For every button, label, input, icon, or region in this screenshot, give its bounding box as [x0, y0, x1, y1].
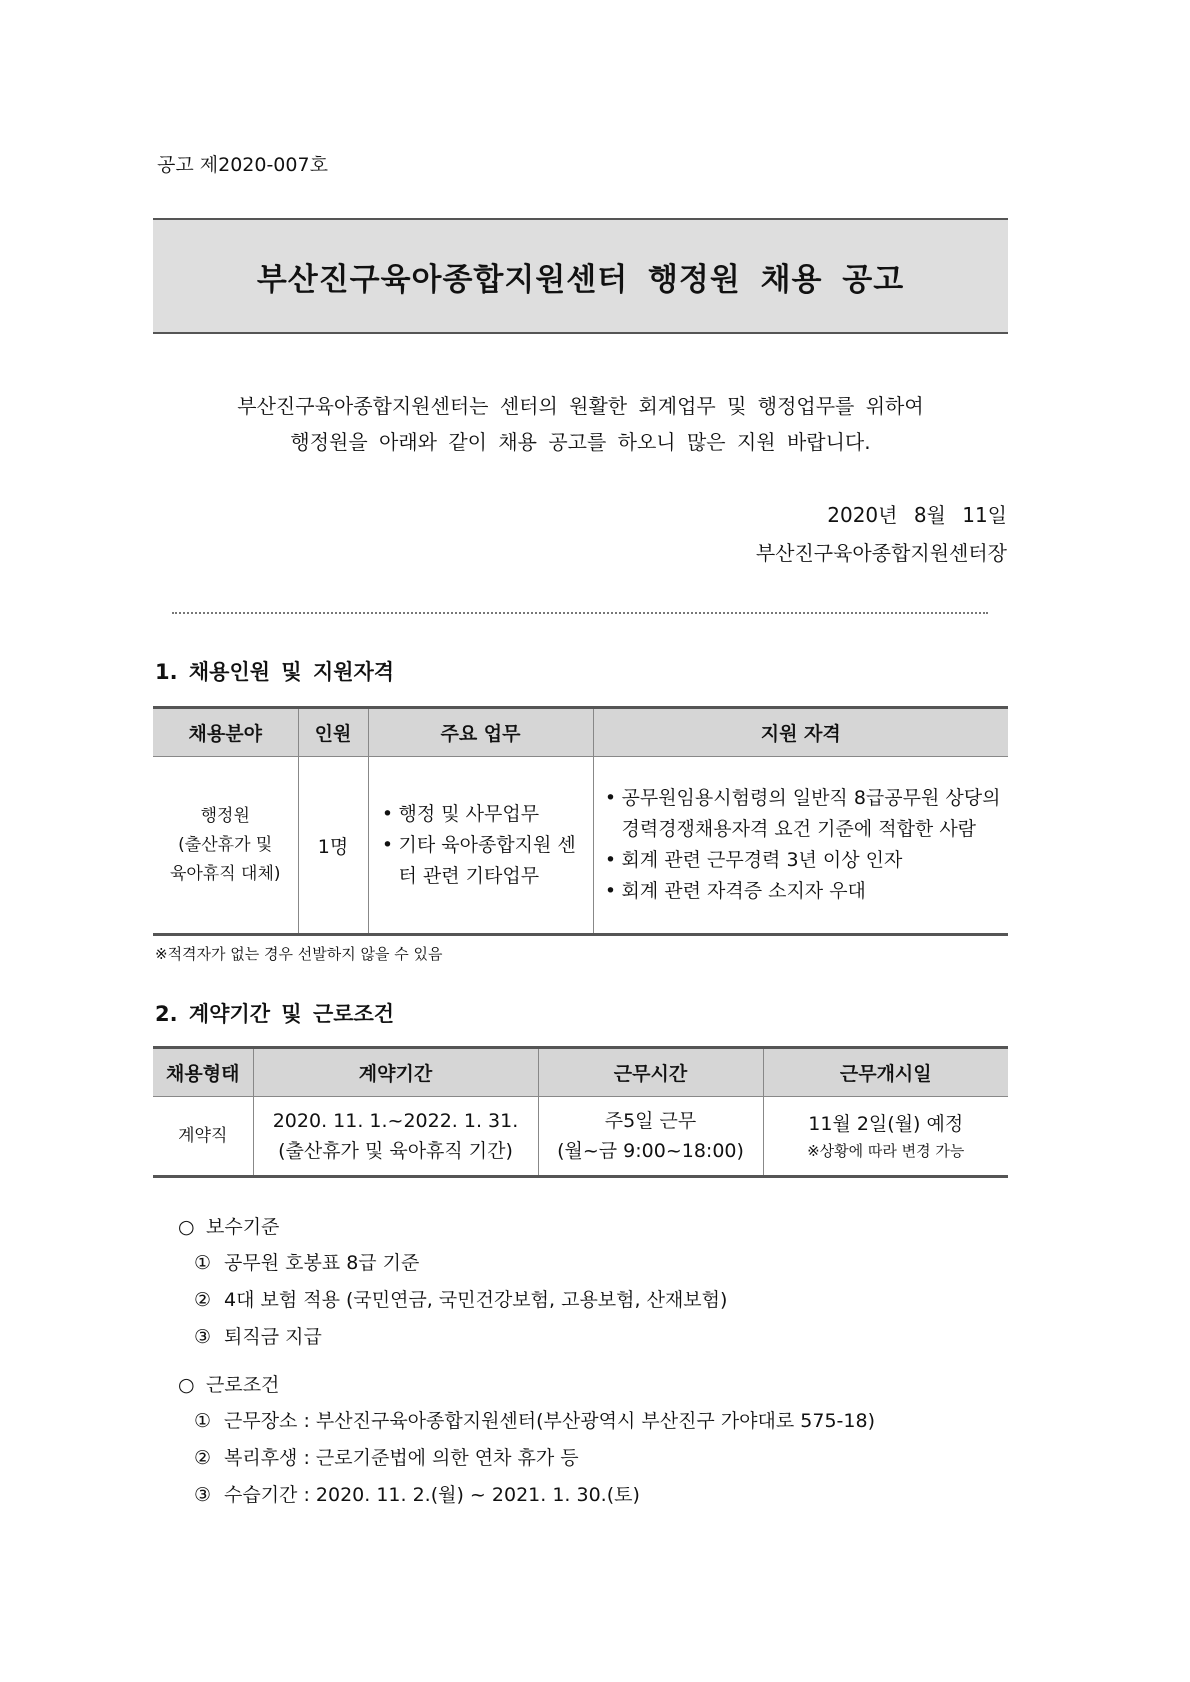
duty-item: • 행정 및 사무업무 [377, 799, 593, 830]
table-row [153, 757, 1008, 935]
type-cell: 계약직 [153, 1097, 253, 1177]
circle-bullet-icon: ○ [178, 1216, 195, 1238]
item-number: ② [194, 1289, 212, 1311]
item-text: 근무장소 : 부산진구육아종합지원센터(부산광역시 부산진구 가야대로 575-18) [224, 1410, 875, 1432]
item-number: ① [194, 1252, 212, 1274]
field-line: 육아휴직 대체) [169, 863, 281, 884]
conditions-heading-text: 근로조건 [206, 1374, 280, 1396]
conditions-list [178, 1367, 875, 1514]
header-qualifications: 지원 자격 [593, 708, 1008, 757]
hours-cell [538, 1097, 763, 1177]
intro-paragraph [153, 388, 1008, 460]
list-item [178, 1282, 727, 1319]
header-start-date: 근무개시일 [763, 1048, 1008, 1097]
section2-heading: 2. 계약기간 및 근로조건 [155, 1002, 395, 1026]
item-text: 4대 보험 적용 (국민연금, 국민건강보험, 고용보험, 산재보험) [224, 1289, 728, 1311]
item-number: ② [194, 1447, 212, 1469]
conditions-heading [178, 1367, 875, 1403]
header-type: 채용형태 [153, 1048, 253, 1097]
table-header-row [153, 708, 1008, 757]
qualification-item: • 공무원임용시험령의 일반직 8급공무원 상당의 경력경쟁채용자격 요건 기준에 적합한 사람 [600, 783, 1003, 845]
page-title: 부산진구육아종합지원센터 행정원 채용 공고 [256, 261, 905, 298]
header-duties: 주요 업무 [368, 708, 593, 757]
list-item [178, 1245, 727, 1282]
header-hours: 근무시간 [538, 1048, 763, 1097]
dotted-divider [172, 612, 988, 614]
hours-line: (월~금 9:00~18:00) [557, 1140, 744, 1162]
item-text: 복리후생 : 근로기준법에 의한 연차 휴가 등 [224, 1447, 579, 1469]
recruitment-table [153, 706, 1008, 936]
start-date: 11월 2일(월) 예정 [808, 1113, 964, 1135]
header-field: 채용분야 [153, 708, 298, 757]
qualification-item: • 회계 관련 자격증 소지자 우대 [600, 876, 1003, 907]
period-line: 2020. 11. 1.~2022. 1. 31. [272, 1110, 519, 1132]
header-period: 계약기간 [253, 1048, 538, 1097]
signature-block [756, 496, 1007, 572]
title-banner [153, 218, 1008, 334]
intro-line: 부산진구육아종합지원센터는 센터의 원활한 회계업무 및 행정업무를 위하여 [237, 394, 924, 418]
field-line: 행정원 [200, 805, 250, 826]
period-line: (출산휴가 및 육아휴직 기간) [278, 1140, 513, 1162]
item-number: ① [194, 1410, 212, 1432]
count-cell: 1명 [298, 757, 368, 935]
section1-heading: 1. 채용인원 및 지원자격 [155, 660, 395, 684]
table-row [153, 1097, 1008, 1177]
table-header-row [153, 1048, 1008, 1097]
item-number: ③ [194, 1326, 212, 1348]
header-count: 인원 [298, 708, 368, 757]
circle-bullet-icon: ○ [178, 1374, 195, 1396]
list-item [178, 1403, 875, 1440]
duties-cell [368, 757, 593, 935]
salary-list [178, 1209, 727, 1356]
item-text: 퇴직금 지급 [224, 1326, 322, 1348]
duty-item: • 기타 육아종합지원 센터 관련 기타업무 [377, 830, 593, 892]
qualifications-cell [593, 757, 1008, 935]
start-note: ※상황에 따라 변경 가능 [807, 1142, 965, 1160]
list-item [178, 1477, 875, 1514]
item-text: 수습기간 : 2020. 11. 2.(월) ~ 2021. 1. 30.(토) [224, 1484, 640, 1506]
issuer-name: 부산진구육아종합지원센터장 [755, 541, 1007, 565]
list-item [178, 1440, 875, 1477]
qualification-item: • 회계 관련 근무경력 3년 이상 인자 [600, 845, 1003, 876]
notice-date: 2020년 8월 11일 [827, 503, 1007, 527]
salary-heading [178, 1209, 727, 1245]
item-number: ③ [194, 1484, 212, 1506]
period-cell [253, 1097, 538, 1177]
start-date-cell [763, 1097, 1008, 1177]
intro-line: 행정원을 아래와 같이 채용 공고를 하오니 많은 지원 바랍니다. [290, 430, 871, 454]
hours-line: 주5일 근무 [604, 1110, 697, 1132]
field-cell [153, 757, 298, 935]
salary-heading-text: 보수기준 [206, 1216, 280, 1238]
item-text: 공무원 호봉표 8급 기준 [224, 1252, 420, 1274]
list-item [178, 1319, 727, 1356]
table-note: ※적격자가 없는 경우 선발하지 않을 수 있음 [155, 945, 443, 963]
field-line: (출산휴가 및 [178, 834, 273, 855]
contract-table [153, 1046, 1008, 1178]
notice-number: 공고 제2020-007호 [157, 154, 328, 176]
